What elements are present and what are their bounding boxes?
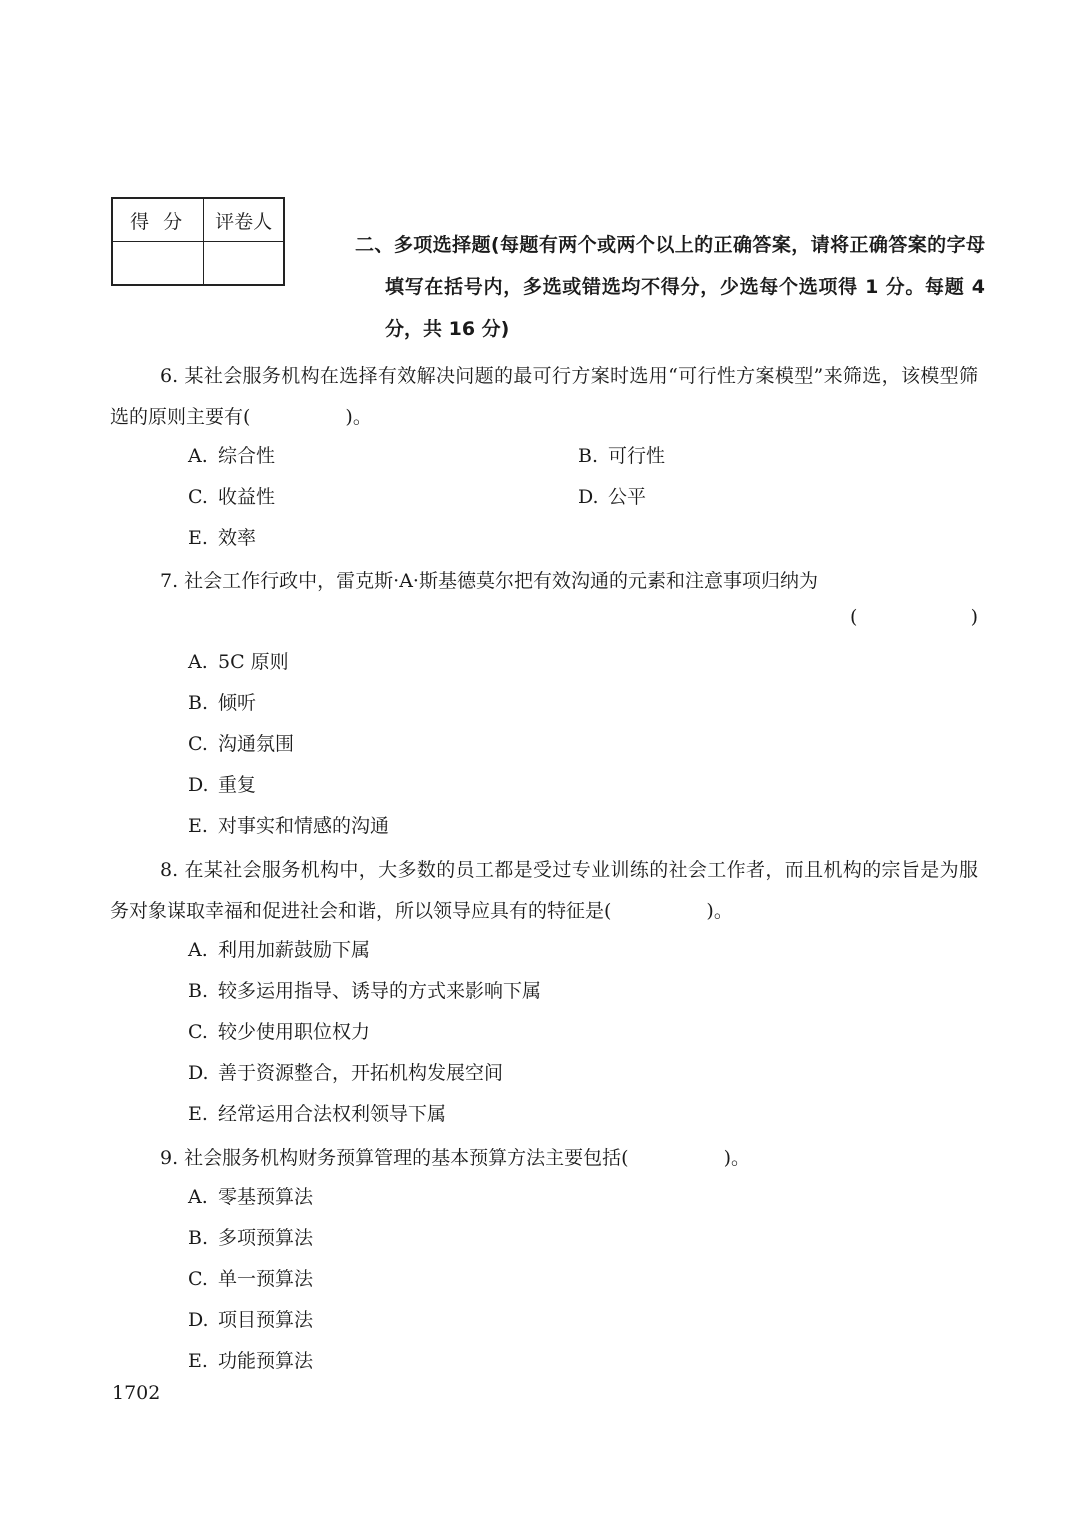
question-8-stem: 8. 在某社会服务机构中，大多数的员工都是受过专业训练的社会工作者，而且机构的宗旨是为服务对象谋取幸福和促进社会和谐，所以领导应具有的特征是( )。 (110, 859, 978, 922)
score-header: 得分 (112, 198, 204, 242)
option-text: 5C 原则 (218, 651, 289, 673)
q9-option-b (188, 1223, 313, 1253)
q9-option-d (188, 1305, 313, 1335)
q7-option-d (188, 770, 256, 800)
q7-option-e (188, 811, 389, 841)
option-letter: E. (188, 815, 208, 837)
option-text: 项目预算法 (218, 1309, 314, 1331)
question-7-stem: 7. 社会工作行政中，雷克斯·A·斯基德莫尔把有效沟通的元素和注意事项归纳为 (160, 570, 818, 592)
option-text: 较多运用指导、诱导的方式来影响下属 (218, 980, 542, 1002)
option-letter: B. (188, 1227, 209, 1249)
option-text: 可行性 (608, 445, 666, 467)
answer-parentheses (850, 606, 978, 628)
option-text: 沟通氛围 (218, 733, 295, 755)
option-letter: A. (188, 1186, 208, 1208)
option-letter: B. (188, 692, 209, 714)
option-letter: D. (188, 774, 209, 796)
page-number: 1702 (112, 1382, 161, 1404)
option-text: 功能预算法 (218, 1350, 314, 1372)
q8-option-c (188, 1017, 370, 1047)
option-text: 收益性 (218, 486, 276, 508)
q8-option-d (188, 1058, 503, 1088)
option-letter: D. (188, 1309, 209, 1331)
option-letter: B. (188, 980, 209, 1002)
q7-option-c (188, 729, 294, 759)
option-text: 善于资源整合，开拓机构发展空间 (218, 1062, 504, 1084)
q6-option-a (188, 441, 275, 471)
option-text: 较少使用职位权力 (218, 1021, 371, 1043)
q9-option-c (188, 1264, 313, 1294)
option-text: 多项预算法 (218, 1227, 314, 1249)
option-letter: D. (188, 1062, 209, 1084)
option-text: 效率 (218, 527, 257, 549)
option-letter: A. (188, 939, 208, 961)
question-9-stem: 9. 社会服务机构财务预算管理的基本预算方法主要包括( )。 (160, 1147, 750, 1169)
grader-header: 评卷人 (204, 198, 284, 242)
q7-option-b (188, 688, 256, 718)
paren-open: ( (850, 606, 858, 628)
q8-option-a (188, 935, 370, 965)
q8-option-b (188, 976, 541, 1006)
q6-option-e (188, 523, 256, 553)
option-text: 倾听 (218, 692, 257, 714)
option-letter: E. (188, 1350, 208, 1372)
option-letter: E. (188, 527, 208, 549)
q7-option-a (188, 647, 289, 677)
question-6-stem: 6. 某社会服务机构在选择有效解决问题的最可行方案时选用“可行性方案模型”来筛选，该模型筛选的原则主要有( )。 (110, 365, 978, 428)
score-cell (112, 242, 204, 286)
option-letter: D. (578, 486, 599, 508)
option-text: 利用加薪鼓励下属 (218, 939, 371, 961)
option-text: 公平 (608, 486, 647, 508)
q9-option-e (188, 1346, 313, 1376)
option-letter: B. (578, 445, 599, 467)
option-text: 零基预算法 (218, 1186, 314, 1208)
q9-option-a (188, 1182, 313, 1212)
q8-option-e (188, 1099, 446, 1129)
option-letter: E. (188, 1103, 208, 1125)
paren-close: ) (970, 606, 978, 628)
option-letter: A. (188, 445, 208, 467)
option-letter: A. (188, 651, 208, 673)
option-text: 经常运用合法权利领导下属 (218, 1103, 447, 1125)
option-text: 重复 (218, 774, 257, 796)
q6-option-d (578, 482, 646, 512)
option-text: 综合性 (218, 445, 276, 467)
option-text: 单一预算法 (218, 1268, 314, 1290)
option-letter: C. (188, 1268, 208, 1290)
option-letter: C. (188, 1021, 208, 1043)
score-box (111, 197, 285, 286)
grader-cell (204, 242, 284, 286)
q6-option-b (578, 441, 665, 471)
option-letter: C. (188, 733, 208, 755)
option-text: 对事实和情感的沟通 (218, 815, 390, 837)
section-title: 二、多项选择题(每题有两个或两个以上的正确答案，请将正确答案的字母填写在括号内，多选或错选均不得分，少选每个选项得 1 分。每题 4 分，共 16 分) (355, 234, 985, 340)
option-letter: C. (188, 486, 208, 508)
q6-option-c (188, 482, 275, 512)
